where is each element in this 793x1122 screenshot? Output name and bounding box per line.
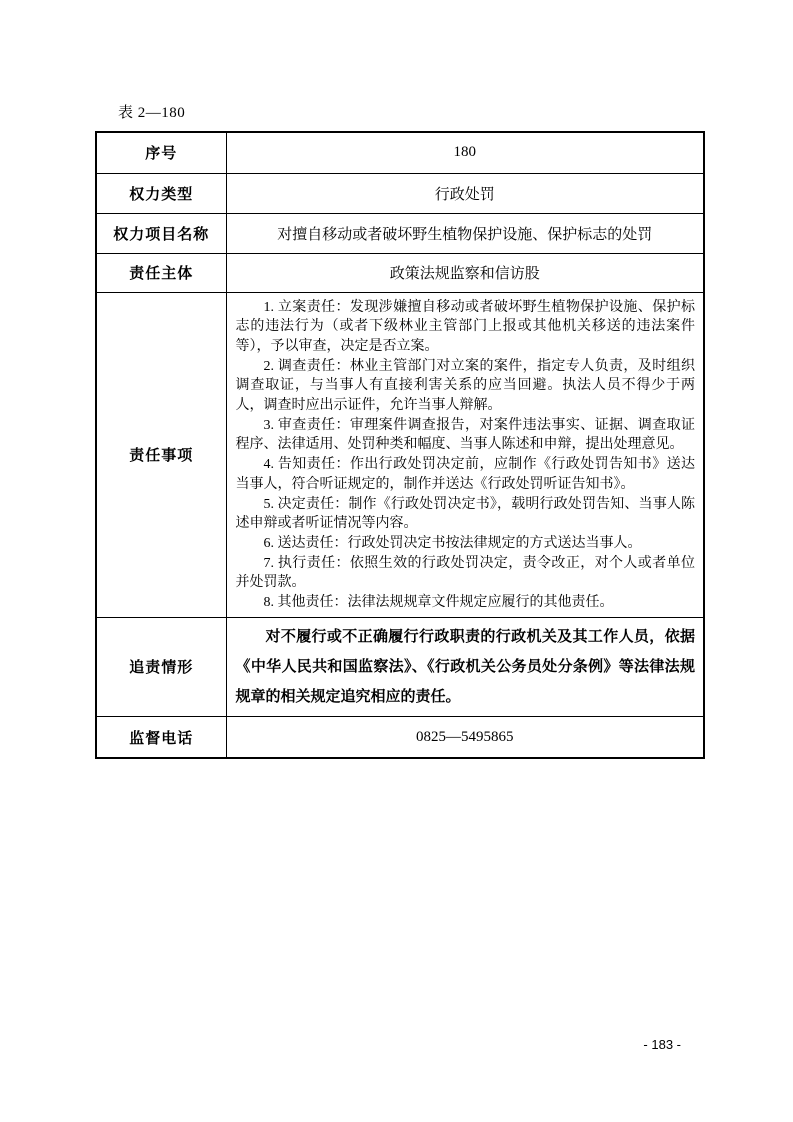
duty-item: 3. 审查责任：审理案件调查报告，对案件违法事实、证据、调查取证程序、法律适用、处罚种类和幅度、当事人陈述和申辩，提出处理意见。 <box>235 417 695 453</box>
duty-item: 8. 其他责任：法律法规规章文件规定应履行的其他责任。 <box>263 595 614 611</box>
table-row-power-item-name <box>96 213 704 253</box>
duty-item: 6. 送达责任：行政处罚决定书按法律规定的方式送达当事人。 <box>263 535 642 551</box>
table-caption: 表 2—180 <box>118 105 186 121</box>
row-label-sequence: 序号 <box>96 132 226 173</box>
row-label-duty-items: 责任事项 <box>96 292 226 617</box>
duty-item: 4. 告知责任：作出行政处罚决定前，应制作《行政处罚告知书》送达当事人，符合听证规定的，制作并送达《行政处罚听证告知书》。 <box>235 457 695 492</box>
table-row-duty-items <box>96 292 704 617</box>
table-row-accountability <box>96 617 704 716</box>
table-row-power-type <box>96 173 704 213</box>
row-label-power-item-name: 权力项目名称 <box>96 213 226 253</box>
row-label-power-type: 权力类型 <box>96 173 226 213</box>
row-value-responsible-body: 政策法规监察和信访股 <box>226 253 704 292</box>
table-row-supervision-phone <box>96 716 704 758</box>
duty-item: 1. 立案责任：发现涉嫌擅自移动或者破坏野生植物保护设施、保护标志的违法行为（或者下级林业主管部门上报或其他机关移送的违法案件等），予以审查，决定是否立案。 <box>235 299 695 354</box>
accountability-text: 对不履行或不正确履行行政职责的行政机关及其工作人员，依据《中华人民共和国监察法》、《行政机关公务员处分条例》等法律法规规章的相关规定追究相应的责任。 <box>235 627 695 705</box>
duty-item: 5. 决定责任：制作《行政处罚决定书》，载明行政处罚告知、当事人陈述申辩或者听证情况等内容。 <box>235 496 695 532</box>
duty-item: 7. 执行责任：依照生效的行政处罚决定，责令改正，对个人或者单位并处罚款。 <box>235 555 695 591</box>
row-label-accountability: 追责情形 <box>96 617 226 716</box>
table-row-responsible-body <box>96 253 704 292</box>
row-value-sequence: 180 <box>226 132 704 173</box>
row-label-supervision-phone: 监督电话 <box>96 716 226 758</box>
row-label-responsible-body: 责任主体 <box>96 253 226 292</box>
duty-item: 2. 调查责任：林业主管部门对立案的案件，指定专人负责，及时组织调查取证，与当事人有直接利害关系的应当回避。执法人员不得少于两人，调查时应出示证件，允许当事人辩解。 <box>235 358 695 414</box>
row-value-supervision-phone: 0825—5495865 <box>226 716 704 758</box>
row-value-duty-items <box>226 292 704 617</box>
responsibility-table <box>95 131 705 759</box>
table-row-sequence <box>96 132 704 173</box>
row-value-power-type: 行政处罚 <box>226 173 704 213</box>
page-number: - 183 - <box>643 1037 681 1052</box>
row-value-power-item-name: 对擅自移动或者破坏野生植物保护设施、保护标志的处罚 <box>226 213 704 253</box>
row-value-accountability <box>226 617 704 716</box>
